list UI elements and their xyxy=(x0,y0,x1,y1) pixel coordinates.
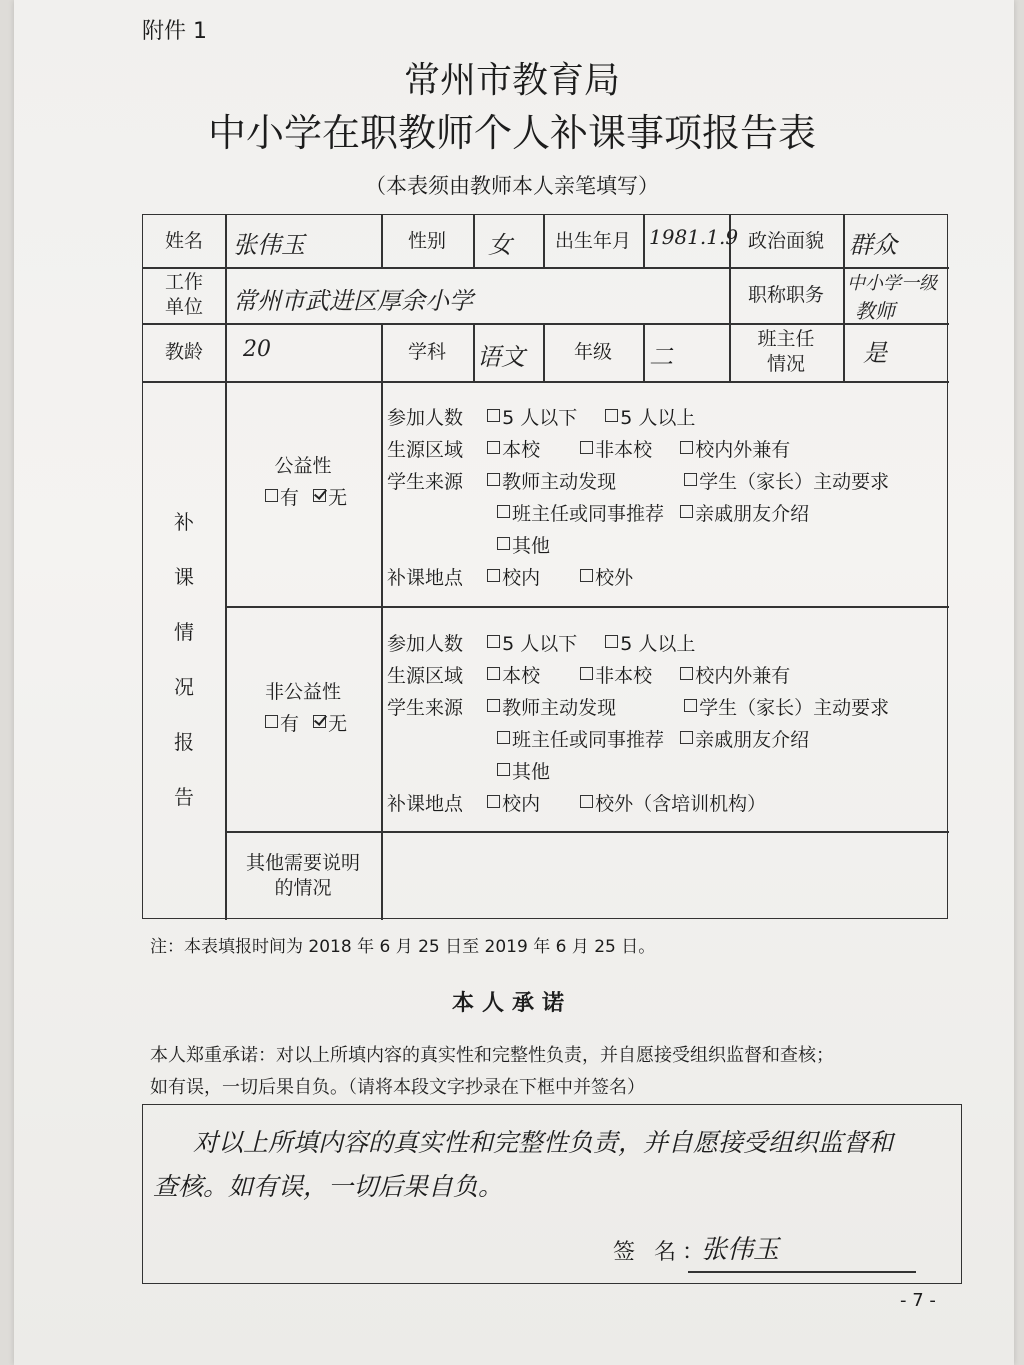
public-area-row xyxy=(387,435,790,462)
source-opt4: 亲戚朋友介绍 xyxy=(695,729,810,751)
checkbox[interactable] xyxy=(605,409,618,422)
source-opt5: 其他 xyxy=(512,535,551,557)
source-opt4: 亲戚朋友介绍 xyxy=(695,503,810,525)
col-divider xyxy=(473,215,475,267)
nonpublic-source-row3 xyxy=(497,757,550,784)
checkbox[interactable] xyxy=(497,537,510,550)
grade-value: 二 xyxy=(649,343,673,371)
checkbox[interactable] xyxy=(580,441,593,454)
source-opt2: 学生（家长）主动要求 xyxy=(699,471,890,493)
area-opt1: 本校 xyxy=(502,439,541,461)
side-char: 课 xyxy=(174,565,194,589)
checkbox[interactable] xyxy=(497,731,510,744)
gender-value: 女 xyxy=(488,231,512,259)
other-label-line1: 其他需要说明 xyxy=(245,851,360,874)
count-opt2: 5 人以上 xyxy=(620,633,696,655)
years-value: 20 xyxy=(243,337,271,362)
nonpublic-source-row2 xyxy=(497,725,809,752)
birth-label: 出生年月 xyxy=(554,229,631,252)
source-opt2: 学生（家长）主动要求 xyxy=(699,697,890,719)
public-no-checkbox[interactable] xyxy=(313,489,326,502)
side-char: 补 xyxy=(174,510,194,534)
political-label: 政治面貌 xyxy=(747,229,824,252)
source-opt5: 其他 xyxy=(512,761,551,783)
work-unit-label-line2: 单位 xyxy=(164,296,203,318)
public-source-row2 xyxy=(497,499,809,526)
gender-label: 性别 xyxy=(407,229,446,252)
nonpublic-place-row xyxy=(387,789,766,816)
place-opt2: 校外 xyxy=(595,567,634,589)
name-value: 张伟玉 xyxy=(233,231,305,259)
handwritten-promise xyxy=(143,1121,963,1209)
attachment-label: 附件 1 xyxy=(142,19,207,44)
side-char: 告 xyxy=(174,785,194,809)
other-label xyxy=(225,831,381,920)
name-label: 姓名 xyxy=(164,229,203,252)
checkbox[interactable] xyxy=(580,795,593,808)
area-label: 生源区域 xyxy=(387,665,464,687)
row-divider xyxy=(225,606,949,608)
headteacher-label-line1: 班主任 xyxy=(757,328,815,351)
source-opt3: 班主任或同事推荐 xyxy=(512,503,665,525)
nonpublic-yes-checkbox[interactable] xyxy=(265,715,278,728)
checkbox[interactable] xyxy=(680,667,693,680)
promise-text xyxy=(150,1040,970,1104)
headteacher-value: 是 xyxy=(863,339,887,367)
count-opt1: 5 人以下 xyxy=(502,633,578,655)
work-unit-label xyxy=(143,267,225,323)
source-label: 学生来源 xyxy=(387,471,464,493)
subject-label: 学科 xyxy=(407,340,446,363)
report-form xyxy=(142,214,948,919)
form-subtitle: （本表须由教师本人亲笔填写） xyxy=(365,174,659,198)
source-opt3: 班主任或同事推荐 xyxy=(512,729,665,751)
public-yes-label: 有 xyxy=(280,487,300,509)
subject-value: 语文 xyxy=(477,343,525,371)
signature-line xyxy=(688,1271,916,1273)
form-note: 注：本表填报时间为 2018 年 6 月 25 日至 2019 年 6 月 25 日。 xyxy=(150,937,656,957)
nonpublic-yes-label: 有 xyxy=(280,713,300,735)
area-opt3: 校内外兼有 xyxy=(695,439,791,461)
col-divider xyxy=(643,215,645,267)
checkbox[interactable] xyxy=(497,505,510,518)
years-label: 教龄 xyxy=(164,340,203,363)
public-yes-checkbox[interactable] xyxy=(265,489,278,502)
source-opt1: 教师主动发现 xyxy=(502,471,617,493)
checkbox[interactable] xyxy=(684,473,697,486)
headteacher-label-line2: 情况 xyxy=(766,353,805,375)
nonpublic-count-row xyxy=(387,629,695,656)
count-label: 参加人数 xyxy=(387,407,464,429)
nonpublic-area-row xyxy=(387,661,790,688)
checkbox[interactable] xyxy=(680,505,693,518)
place-label: 补课地点 xyxy=(387,793,464,815)
source-opt1: 教师主动发现 xyxy=(502,697,617,719)
area-opt3: 校内外兼有 xyxy=(695,665,791,687)
public-count-row xyxy=(387,403,695,430)
title-value-line2: 教师 xyxy=(855,299,895,323)
other-label-line2: 的情况 xyxy=(274,876,332,899)
signature-label: 签 名： xyxy=(613,1240,710,1265)
grade-label: 年级 xyxy=(573,340,612,363)
checkbox[interactable] xyxy=(487,441,500,454)
area-label: 生源区域 xyxy=(387,439,464,461)
side-char: 况 xyxy=(174,675,194,699)
checkbox[interactable] xyxy=(580,569,593,582)
area-opt1: 本校 xyxy=(502,665,541,687)
checkbox[interactable] xyxy=(487,699,500,712)
nonpublic-no-label: 无 xyxy=(328,713,348,735)
col-divider xyxy=(843,215,845,381)
checkbox[interactable] xyxy=(487,795,500,808)
nonpublic-options xyxy=(265,709,347,736)
row-divider xyxy=(143,381,949,383)
public-options xyxy=(265,483,347,510)
title-label: 职称职务 xyxy=(747,283,824,306)
handwritten-line2: 查核。如有误，一切后果自负。 xyxy=(153,1172,504,1201)
place-opt2-long: 校外（含培训机构） xyxy=(595,793,767,815)
public-source-row3 xyxy=(497,531,550,558)
headteacher-label xyxy=(729,323,843,381)
col-divider xyxy=(473,323,475,381)
area-opt2: 非本校 xyxy=(595,665,653,687)
public-label: 公益性 xyxy=(274,454,332,477)
page-title: 常州市教育局 xyxy=(403,60,620,101)
political-value: 群众 xyxy=(849,231,897,259)
checkbox[interactable] xyxy=(680,441,693,454)
promise-title: 本人承诺 xyxy=(451,991,572,1016)
signature-name: 张伟玉 xyxy=(701,1235,780,1265)
count-opt2: 5 人以上 xyxy=(620,407,696,429)
promise-line2: 如有误，一切后果自负。（请将本段文字抄录在下框中并签名） xyxy=(150,1077,645,1098)
public-place-row xyxy=(387,563,633,590)
checkbox[interactable] xyxy=(680,731,693,744)
report-side-label xyxy=(143,495,225,825)
checkbox[interactable] xyxy=(684,699,697,712)
signature-box[interactable] xyxy=(142,1104,962,1284)
checkbox[interactable] xyxy=(487,473,500,486)
side-char: 报 xyxy=(174,730,194,754)
public-source-row xyxy=(387,467,889,494)
checkbox[interactable] xyxy=(580,667,593,680)
checkbox[interactable] xyxy=(497,763,510,776)
other-field[interactable] xyxy=(383,833,947,918)
form-title: 中小学在职教师个人补课事项报告表 xyxy=(207,111,816,155)
work-unit-value: 常州市武进区厚余小学 xyxy=(233,287,473,315)
handwritten-line1: 对以上所填内容的真实性和完整性负责，并自愿接受组织监督和 xyxy=(193,1128,894,1157)
nonpublic-label: 非公益性 xyxy=(264,680,341,703)
count-opt1: 5 人以下 xyxy=(502,407,578,429)
col-divider xyxy=(225,215,227,920)
source-label: 学生来源 xyxy=(387,697,464,719)
checkbox[interactable] xyxy=(487,635,500,648)
count-label: 参加人数 xyxy=(387,633,464,655)
checkbox[interactable] xyxy=(487,569,500,582)
nonpublic-no-checkbox[interactable] xyxy=(313,715,326,728)
area-opt2: 非本校 xyxy=(595,439,653,461)
title-value-line1: 中小学一级 xyxy=(847,273,937,294)
place-opt1: 校内 xyxy=(502,567,541,589)
place-opt1: 校内 xyxy=(502,793,541,815)
work-unit-label-line1: 工作 xyxy=(164,271,203,294)
public-no-label: 无 xyxy=(328,487,348,509)
birth-value: 1981.1.9 xyxy=(649,225,739,249)
promise-line1: 本人郑重承诺：对以上所填内容的真实性和完整性负责，并自愿接受组织监督和查核； xyxy=(150,1045,834,1066)
checkbox[interactable] xyxy=(487,667,500,680)
checkbox[interactable] xyxy=(487,409,500,422)
checkbox[interactable] xyxy=(605,635,618,648)
nonpublic-source-row xyxy=(387,693,889,720)
page-number: - 7 - xyxy=(900,1290,936,1311)
col-divider xyxy=(643,323,645,381)
side-char: 情 xyxy=(174,620,194,644)
place-label: 补课地点 xyxy=(387,567,464,589)
